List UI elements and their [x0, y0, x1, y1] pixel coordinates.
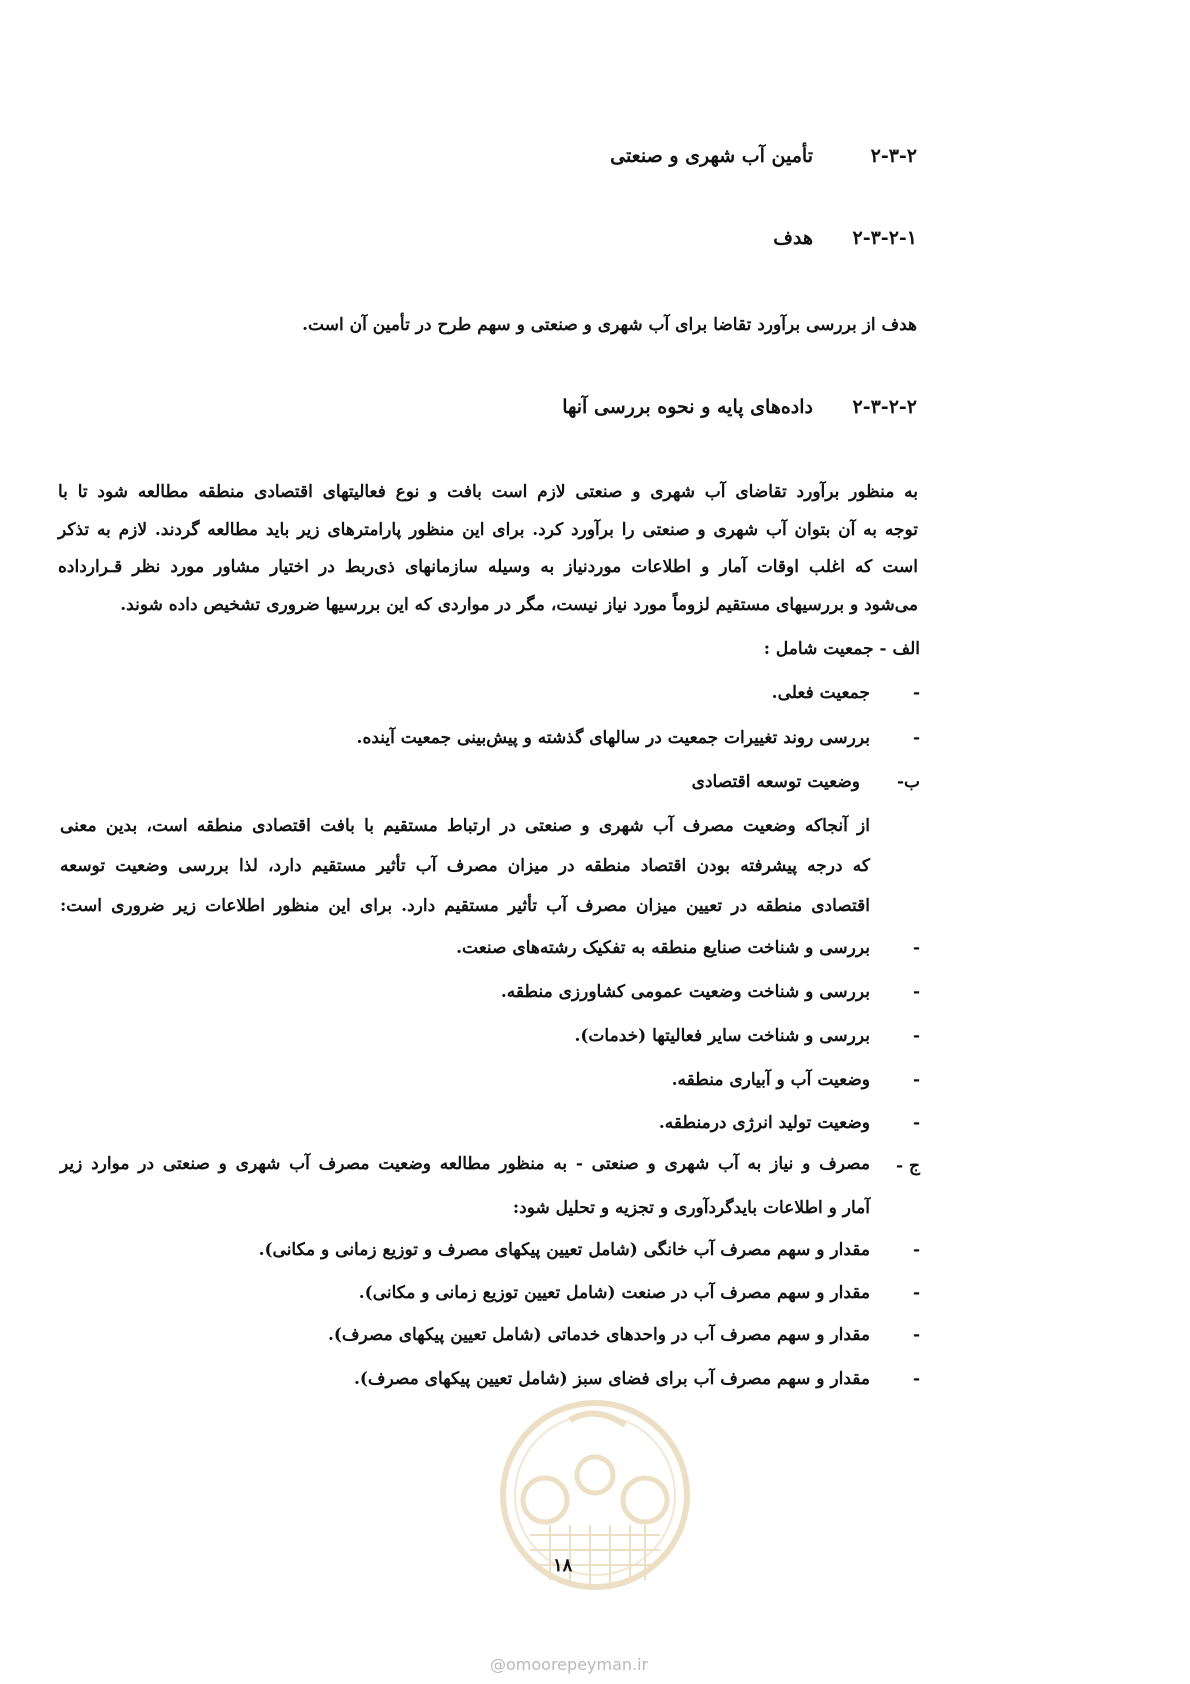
bullet-dash: -: [912, 1283, 920, 1303]
alef-label: الف - جمعیت شامل :: [763, 639, 920, 659]
alef-item: بررسی روند تغییرات جمعیت در سالهای گذشته و پیش‌بینی جمعیت آینده.: [356, 728, 870, 748]
jim-item: مقدار و سهم مصرف آب در صنعت (شامل تعیین توزیع زمانی و مکانی).: [358, 1283, 870, 1303]
alef-item: جمعیت فعلی.: [771, 683, 870, 703]
be-item: بررسی و شناخت سایر فعالیتها (خدمات).: [574, 1026, 870, 1046]
be-line: از آنجاکه وضعیت مصرف آب شهری و صنعتی در ارتباط مستقیم با بافت اقتصادی منطقه است، بدین معنی: [60, 816, 870, 836]
bullet-dash: -: [912, 938, 920, 958]
be-title: وضعیت توسعه اقتصادی: [691, 772, 860, 792]
intro-line: به منظور برآورد تقاضای آب شهری و صنعتی لازم است بافت و نوع فعالیتهای اقتصادی منطقه مطالعه شود تا با: [58, 482, 918, 502]
be-item: وضعیت تولید انرژی درمنطقه.: [658, 1113, 870, 1133]
jim-line: مصرف و نیاز به آب شهری و صنعتی - به منظور مطالعه وضعیت مصرف آب شهری و صنعتی در موارد زیر: [60, 1154, 870, 1174]
watermark-site: @omoorepeyman.ir: [490, 1655, 649, 1674]
bullet-dash: -: [912, 1070, 920, 1090]
be-line: اقتصادی منطقه در تعیین میزان مصرف آب تأثیر مستقیم دارد. برای این منظور اطلاعات زیر ضروری است:: [60, 896, 870, 916]
subsection-2-title: داده‌های پایه و نحوه بررسی آنها: [562, 396, 813, 418]
bullet-dash: -: [912, 1240, 920, 1260]
goal-paragraph: هدف از بررسی برآورد تقاضا برای آب شهری و صنعتی و سهم طرح در تأمین آن است.: [302, 315, 917, 335]
be-item: بررسی و شناخت صنایع منطقه به تفکیک رشته‌های صنعت.: [456, 938, 870, 958]
jim-line: آمار و اطلاعات بایدگردآوری و تجزیه و تحلیل شود:: [512, 1198, 870, 1218]
page-number: ۱۸: [553, 1555, 573, 1576]
jim-item: مقدار و سهم مصرف آب برای فضای سبز (شامل تعیین پیکهای مصرف).: [353, 1369, 870, 1389]
intro-line: توجه به آن بتوان آب شهری و صنعتی را برآورد کرد. برای این منظور پارامترهای زیر باید مطالعه گردند. لازم به تذکر: [58, 520, 918, 540]
be-marker: ب-: [896, 772, 920, 792]
section-number: ۲-۳-۲: [870, 145, 917, 167]
subsection-1-title: هدف: [773, 227, 813, 249]
be-item: بررسی و شناخت وضعیت عمومی کشاورزی منطقه.: [500, 982, 870, 1002]
subsection-1-number: ۲-۳-۲-۱: [852, 227, 917, 249]
bullet-dash: -: [912, 1113, 920, 1133]
bullet-dash: -: [912, 683, 920, 703]
subsection-2-number: ۲-۳-۲-۲: [852, 396, 917, 418]
jim-item: مقدار و سهم مصرف آب خانگی (شامل تعیین پیکهای مصرف و توزیع زمانی و مکانی).: [258, 1240, 870, 1260]
be-line: که درجه پیشرفته بودن اقتصاد منطقه در میزان مصرف آب تأثیر مستقیم دارد، لذا بررسی وضعیت توسعه: [60, 856, 870, 876]
bullet-dash: -: [912, 1369, 920, 1389]
bullet-dash: -: [912, 1325, 920, 1345]
jim-item: مقدار و سهم مصرف آب در واحدهای خدماتی (شامل تعیین پیکهای مصرف).: [327, 1325, 870, 1345]
be-item: وضعیت آب و آبیاری منطقه.: [671, 1070, 870, 1090]
bullet-dash: -: [912, 728, 920, 748]
section-title: تأمین آب شهری و صنعتی: [610, 145, 813, 167]
jim-marker: ج -: [896, 1156, 920, 1176]
bullet-dash: -: [912, 982, 920, 1002]
intro-line: می‌شود و بررسیهای مستقیم لزوماً مورد نیاز نیست، مگر در مواردی که این بررسیها ضروری تشخیص داده شوند.: [120, 595, 918, 615]
bullet-dash: -: [912, 1026, 920, 1046]
intro-line: است که اغلب اوقات آمار و اطلاعات موردنیاز به وسیله سازمانهای ذی‌ربط در اختیار مشاور مورد نظر قـرارداده: [58, 557, 918, 577]
watermark-seal-icon: [475, 1395, 715, 1595]
